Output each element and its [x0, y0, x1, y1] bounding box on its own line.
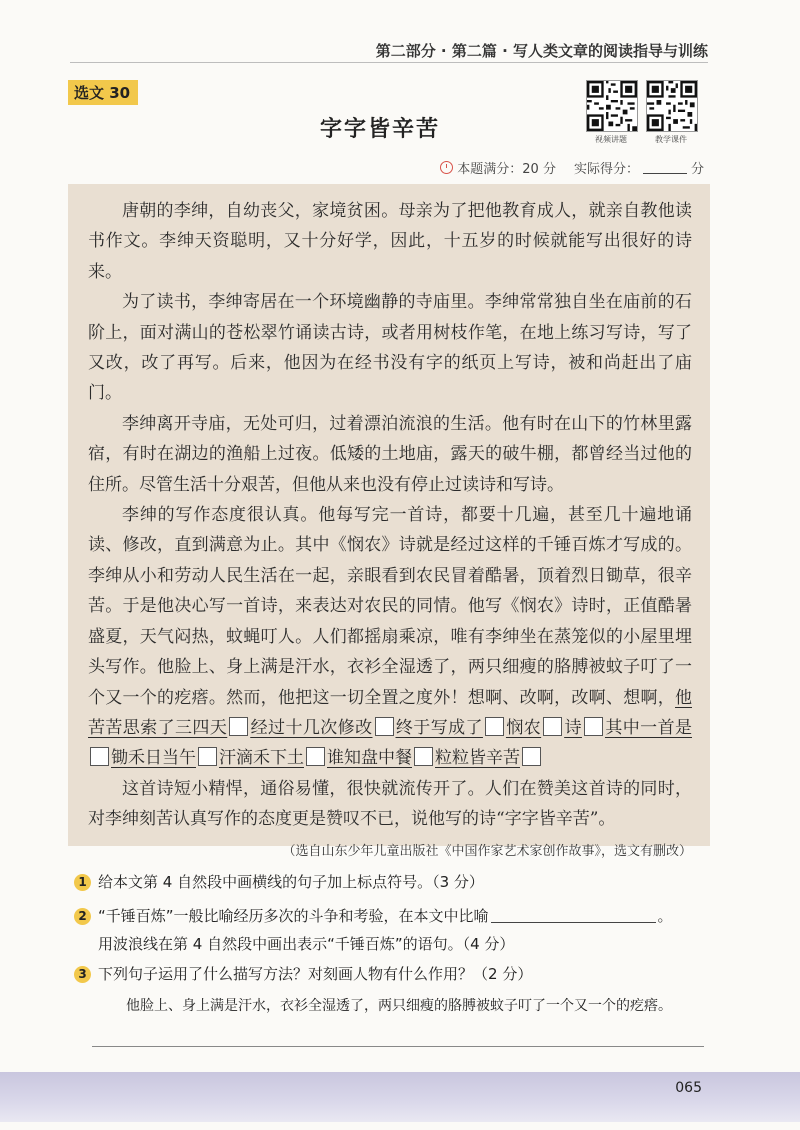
question-2-text: “千锤百炼”一般比喻经历多次的斗争和考验，在本文中比喻 — [98, 907, 489, 925]
actual-score-blank[interactable] — [643, 161, 687, 174]
underlined-part: 其中一首是 — [604, 717, 692, 738]
qr-code-video[interactable] — [586, 80, 638, 132]
answer-blank[interactable] — [491, 908, 656, 923]
question-2 — [74, 902, 714, 958]
underlined-part: 诗 — [564, 717, 582, 738]
score-unit: 分 — [690, 162, 704, 177]
question-1-text: 给本文第 4 自然段中画横线的句子加上标点符号。（3 分） — [98, 873, 484, 891]
underlined-part: 锄禾日当午 — [111, 748, 196, 769]
underlined-part: 汗滴禾下土 — [219, 748, 304, 769]
full-score: 本题满分：20 分 — [457, 162, 556, 177]
running-header: 第二部分 · 第二篇 · 写人类文章的阅读指导与训练 — [375, 42, 708, 60]
underlined-part: 谁知盘中餐 — [327, 748, 412, 769]
underlined-part: 悯农 — [505, 717, 542, 738]
paragraph-2: 为了读书，李绅寄居在一个环境幽静的寺庙里。李绅常常独自坐在庙前的石阶上，面对满山的苍松翠竹诵读古诗，或者用树枝作笔，在地上练习写诗，写了又改，改了再写。后来，他因为在经书没有字的纸页上写诗，被和尚赶出了庙门。 — [88, 292, 692, 404]
qr-label-video: 视频讲题 — [595, 135, 627, 144]
actual-score-label: 实际得分： — [573, 162, 639, 177]
questions — [74, 868, 714, 1020]
passage-tag: 选文 30 — [68, 80, 138, 105]
punctuation-box[interactable] — [229, 717, 248, 736]
punctuation-box[interactable] — [198, 747, 217, 766]
punctuation-box[interactable] — [485, 717, 504, 736]
qr-label-courseware: 教学课件 — [655, 135, 687, 144]
clock-icon — [440, 161, 453, 174]
paragraph-4 — [88, 500, 692, 774]
page-number: 065 — [675, 1080, 702, 1096]
question-2-end: 。 — [657, 907, 673, 925]
punctuation-box[interactable] — [543, 717, 562, 736]
paragraph-1: 唐朝的李绅，自幼丧父，家境贫困。母亲为了把他教育成人，就亲自教他读书作文。李绅天资聪明，又十分好学，因此，十五岁的时候就能写出很好的诗来。 — [88, 201, 692, 282]
question-number: 1 — [74, 874, 91, 891]
underlined-part: 终于写成了 — [395, 717, 483, 738]
page-title: 字字皆辛苦 — [320, 116, 441, 142]
question-2-text-b: 用波浪线在第 4 自然段中画出表示“千锤百炼”的语句。（4 分） — [98, 935, 515, 953]
punctuation-box[interactable] — [306, 747, 325, 766]
underlined-part: 经过十几次修改 — [250, 717, 373, 738]
question-3-text: 下列句子运用了什么描写方法？对刻画人物有什么作用？（2 分） — [98, 965, 533, 983]
question-number: 2 — [74, 908, 91, 925]
paragraph-5: 这首诗短小精悍，通俗易懂，很快就流传开了。人们在赞美这首诗的同时，对李绅刻苦认真写作的态度更是赞叹不已，说他写的诗“字字皆辛苦”。 — [88, 778, 692, 830]
header-divider — [70, 62, 708, 63]
punctuation-box[interactable] — [584, 717, 603, 736]
punctuation-box[interactable] — [90, 747, 109, 766]
question-number: 3 — [74, 966, 91, 983]
question-3-quote: 他脸上、身上满是汗水，衣衫全湿透了，两只细瘦的胳膊被蚊子叮了一个又一个的疙瘩。 — [126, 998, 672, 1014]
punctuation-box[interactable] — [414, 747, 433, 766]
source-citation: （选自山东少年儿童出版社《中国作家艺术家创作故事》，选文有删改） — [282, 843, 692, 859]
question-1 — [74, 868, 714, 896]
passage-panel — [68, 184, 710, 859]
paragraph-4-text: 李绅的写作态度很认真。他每写完一首诗，都要十几遍，甚至几十遍地诵读、修改，直到满意为止。其中《悯农》诗就是经过这样的千锤百炼才写成的。李绅从小和劳动人民生活在一起，亲眼看到农民冒着酷暑，顶着烈日锄草，很辛苦。于是他决心写一首诗，来表达对农民的同情。他写《悯农》诗时，正值酷暑盛夏，天气闷热，蚊蝇叮人。人们都摇扇乘凉，唯有李绅坐在蒸笼似的小屋里埋头写作。他脸上、身上满是汗水，衣衫全湿透了，两只细瘦的胳膊被蚊子叮了一个又一个的疙瘩。然而，他把这一切全置之度外！想啊、改啊，改啊、想啊， — [88, 505, 692, 708]
punctuation-box[interactable] — [375, 717, 394, 736]
underlined-part: 他苦苦思索了三四天 — [88, 687, 692, 738]
score-line — [440, 158, 704, 177]
paragraph-3: 李绅离开寺庙，无处可归，过着漂泊流浪的生活。他有时在山下的竹林里露宿，有时在湖边的渔船上过夜。低矮的土地庙，露天的破牛棚，都曾经当过他的住所。尽管生活十分艰苦，但他从来也没有停止过读诗和写诗。 — [88, 413, 692, 495]
underlined-part: 粒粒皆辛苦 — [435, 748, 520, 769]
passage-text — [88, 196, 692, 867]
qr-code-courseware[interactable] — [646, 80, 698, 132]
qr-code-icon — [647, 81, 697, 131]
question-3 — [74, 960, 714, 988]
qr-code-icon — [587, 81, 637, 131]
punctuation-box[interactable] — [522, 747, 541, 766]
answer-line[interactable] — [92, 1046, 704, 1047]
